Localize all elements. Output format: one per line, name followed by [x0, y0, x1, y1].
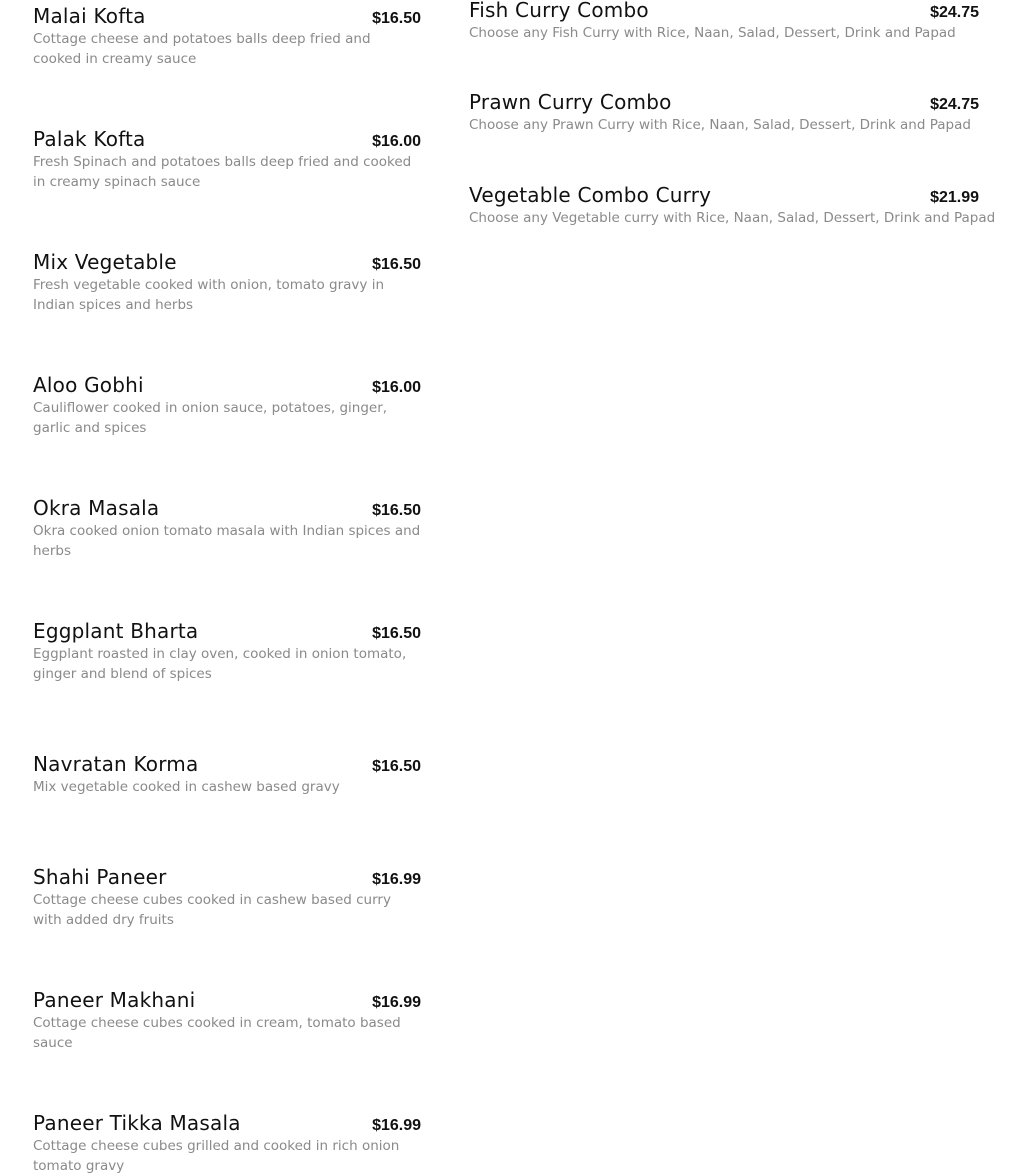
menu-item-paneer-makhani	[33, 987, 421, 1053]
menu-item-description: Fresh vegetable cooked with onion, tomato gravy in Indian spices and herbs	[33, 277, 385, 313]
menu-item-description: Mix vegetable cooked in cashew based gravy	[33, 779, 340, 795]
menu-item-header	[33, 987, 421, 1013]
menu-item-header	[33, 864, 421, 890]
menu-item-header	[33, 372, 421, 398]
menu-item-price: $16.50	[372, 502, 421, 519]
menu-item-description: Okra cooked onion tomato masala with Indian spices and herbs	[33, 523, 421, 559]
menu-item-header	[33, 495, 421, 521]
menu-item-name: Okra Masala	[33, 496, 160, 520]
menu-item-aloo-gobhi	[33, 372, 421, 438]
menu-item-name: Paneer Tikka Masala	[33, 1111, 241, 1135]
menu-item-navratan-korma	[33, 751, 421, 797]
menu-item-description: Eggplant roasted in clay oven, cooked in onion tomato, ginger and blend of spices	[33, 646, 407, 682]
menu-item-header	[33, 126, 421, 152]
menu-item-fish-curry-combo	[469, 0, 979, 43]
menu-item-price: $21.99	[930, 189, 979, 206]
menu-item-price: $16.99	[372, 1117, 421, 1134]
menu-item-name: Vegetable Combo Curry	[469, 183, 712, 207]
menu-item-price: $24.75	[930, 4, 979, 21]
menu-item-description: Choose any Prawn Curry with Rice, Naan, Salad, Dessert, Drink and Papad	[469, 117, 971, 133]
menu-item-name: Eggplant Bharta	[33, 619, 199, 643]
menu-item-description: Cottage cheese cubes cooked in cashew based curry with added dry fruits	[33, 892, 391, 928]
menu-item-description: Cottage cheese and potatoes balls deep fried and cooked in creamy sauce	[33, 31, 371, 67]
menu-item-malai-kofta	[33, 3, 421, 69]
menu-item-description: Choose any Fish Curry with Rice, Naan, Salad, Dessert, Drink and Papad	[469, 25, 956, 41]
menu-item-header	[33, 3, 421, 29]
menu-item-vegetable-combo-curry	[469, 182, 996, 228]
menu-item-description: Choose any Vegetable curry with Rice, Naan, Salad, Dessert, Drink and Papad	[469, 210, 996, 226]
menu-item-name: Malai Kofta	[33, 4, 146, 28]
menu-item-palak-kofta	[33, 126, 421, 192]
menu-item-header	[33, 751, 421, 777]
menu-item-name: Palak Kofta	[33, 127, 146, 151]
menu-item-eggplant-bharta	[33, 618, 421, 684]
menu-item-shahi-paneer	[33, 864, 421, 930]
menu-item-prawn-curry-combo	[469, 89, 979, 135]
menu-item-price: $16.50	[372, 758, 421, 775]
menu-item-name: Shahi Paneer	[33, 865, 167, 889]
menu-item-header	[33, 618, 421, 644]
menu-item-name: Prawn Curry Combo	[469, 90, 672, 114]
menu-item-price: $16.50	[372, 10, 421, 27]
menu-item-paneer-tikka-masala	[33, 1110, 421, 1176]
menu-item-header	[469, 182, 979, 208]
menu-item-name: Aloo Gobhi	[33, 373, 144, 397]
menu-item-price: $16.50	[372, 256, 421, 273]
menu-item-header	[33, 249, 421, 275]
menu-item-description: Cottage cheese cubes cooked in cream, tomato based sauce	[33, 1015, 401, 1051]
menu-item-okra-masala	[33, 495, 421, 561]
menu-item-price: $16.50	[372, 625, 421, 642]
menu-item-price: $16.99	[372, 994, 421, 1011]
menu-item-name: Navratan Korma	[33, 752, 199, 776]
menu-item-header	[469, 0, 979, 23]
menu-item-header	[33, 1110, 421, 1136]
menu-item-price: $16.99	[372, 871, 421, 888]
menu-item-name: Mix Vegetable	[33, 250, 177, 274]
menu-item-mix-vegetable	[33, 249, 421, 315]
menu-item-name: Paneer Makhani	[33, 988, 196, 1012]
menu-item-price: $16.00	[372, 133, 421, 150]
menu-item-description: Cauliflower cooked in onion sauce, potatoes, ginger, garlic and spices	[33, 400, 388, 436]
menu-item-name: Fish Curry Combo	[469, 0, 649, 22]
menu-item-header	[469, 89, 979, 115]
menu-item-description: Cottage cheese cubes grilled and cooked in rich onion tomato gravy	[33, 1138, 400, 1174]
menu-item-price: $16.00	[372, 379, 421, 396]
menu-item-description: Fresh Spinach and potatoes balls deep fried and cooked in creamy spinach sauce	[33, 154, 412, 190]
menu-item-price: $24.75	[930, 96, 979, 113]
